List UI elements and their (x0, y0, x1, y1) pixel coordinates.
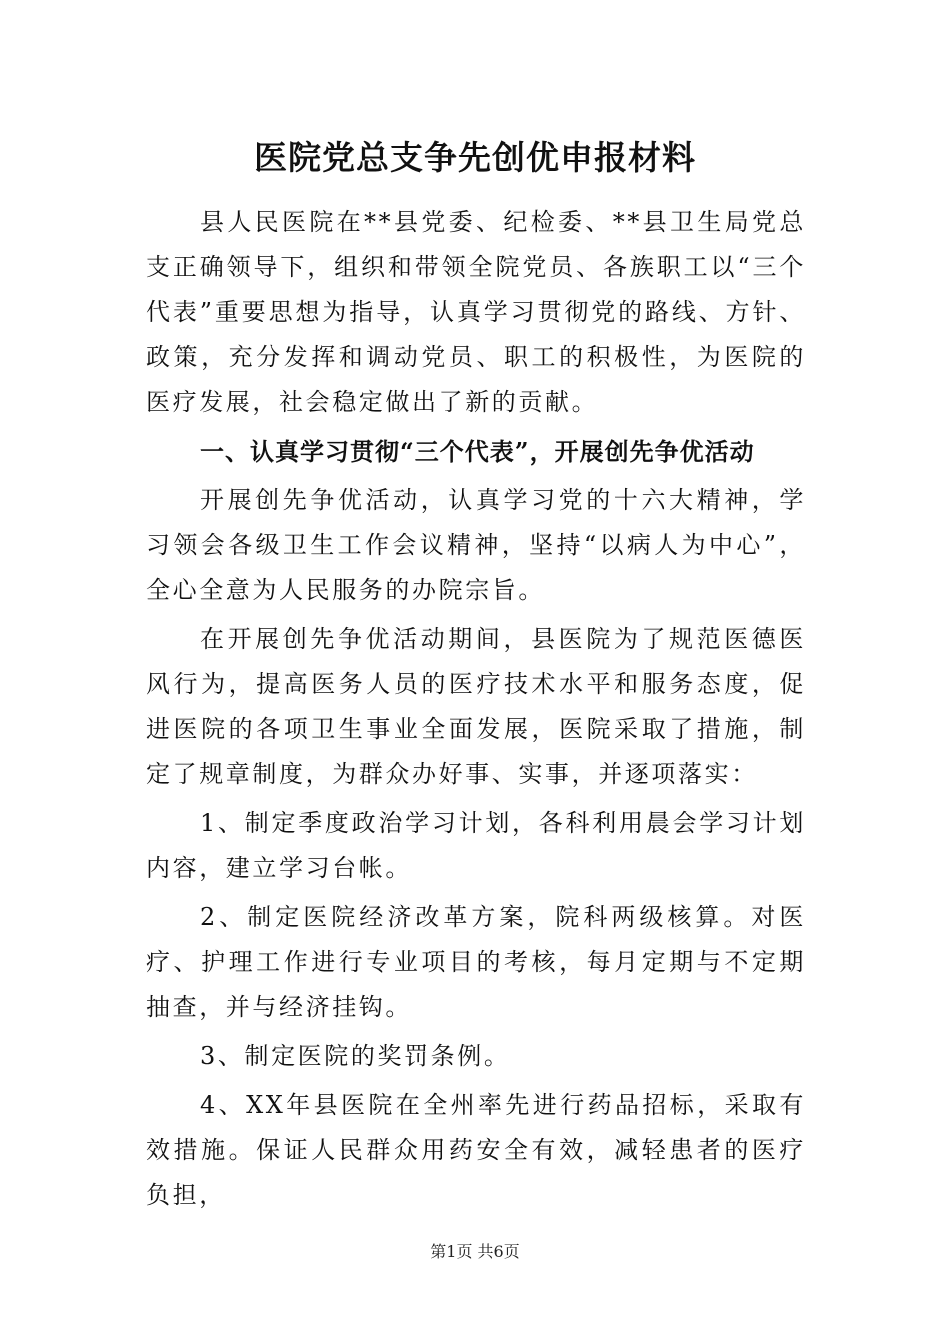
list-item-2: 2、制定医院经济改革方案，院科两级核算。对医疗、护理工作进行专业项目的考核，每月定期与不定期抽查，并与经济挂钩。 (146, 903, 806, 1021)
document-body (146, 200, 806, 1222)
paragraph-activity: 开展创先争优活动，认真学习党的十六大精神，学习领会各级卫生工作会议精神，坚持“以病人为中心”，全心全意为人民服务的办院宗旨。 (146, 486, 806, 604)
document-title: 医院党总支争先创优申报材料 (254, 138, 696, 177)
list-item-4: 4、XX年县医院在全州率先进行药品招标，采取有效措施。保证人民群众用药安全有效，减轻患者的医疗负担， (146, 1091, 806, 1209)
section-heading: 一、认真学习贯彻“三个代表”，开展创先争优活动 (200, 437, 755, 466)
page-footer: 第1页 共6页 (430, 1242, 520, 1261)
list-item-1: 1、制定季度政治学习计划，各科利用晨会学习计划内容，建立学习台帐。 (146, 809, 806, 882)
paragraph-measures: 在开展创先争优活动期间，县医院为了规范医德医风行为，提高医务人员的医疗技术水平和服务态度，促进医院的各项卫生事业全面发展，医院采取了措施，制定了规章制度，为群众办好事、实事，并逐项落实： (146, 625, 806, 788)
list-item-3: 3、制定医院的奖罚条例。 (200, 1042, 511, 1070)
paragraph-intro: 县人民医院在**县党委、纪检委、**县卫生局党总支正确领导下，组织和带领全院党员、各族职工以“三个代表”重要思想为指导，认真学习贯彻党的路线、方针、政策，充分发挥和调动党员、职工的积极性，为医院的医疗发展，社会稳定做出了新的贡献。 (146, 208, 806, 416)
